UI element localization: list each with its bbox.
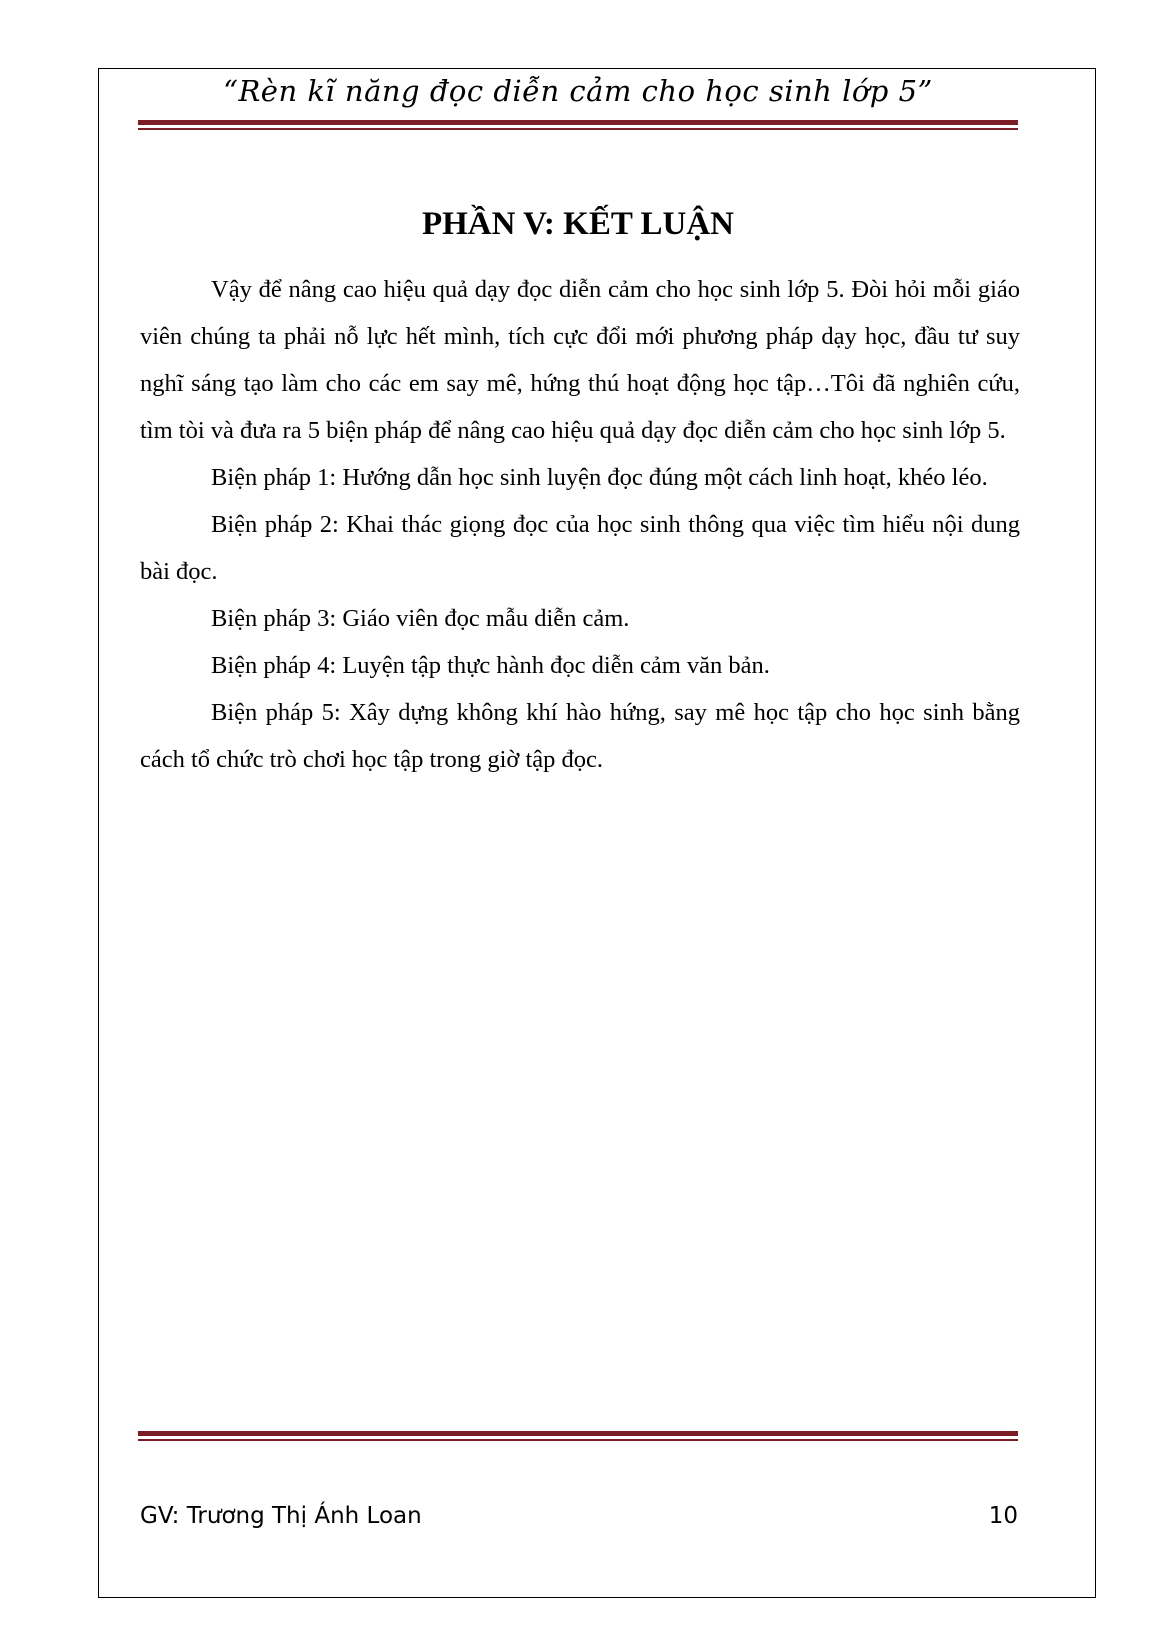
conclusion-body [140,266,1020,783]
footer-rule-thick [138,1431,1018,1436]
header-rule-thin [138,128,1018,130]
paragraph-measure-4: Biện pháp 4: Luyện tập thực hành đọc diễn cảm văn bản. [211,652,770,679]
paragraph-measure-1: Biện pháp 1: Hướng dẫn học sinh luyện đọc đúng một cách linh hoạt, khéo léo. [211,464,988,491]
header-title: “Rèn kĩ năng đọc diễn cảm cho học sinh lớp 5” [223,74,933,108]
paragraph-intro: Vậy để nâng cao hiệu quả dạy đọc diễn cảm cho học sinh lớp 5. Đòi hỏi mỗi giáo viên chúng ta phải nỗ lực hết mình, tích cực đổi mới phương pháp dạy học, đầu tư suy nghĩ sáng tạo làm cho các em say mê, hứng thú hoạt động học tập…Tôi đã nghiên cứu, tìm tòi và đưa ra 5 biện pháp để nâng cao hiệu quả dạy đọc diễn cảm cho học sinh lớp 5. [140,276,1020,444]
footer-author: GV: Trương Thị Ánh Loan [140,1503,422,1529]
paragraph-measure-2: Biện pháp 2: Khai thác giọng đọc của học sinh thông qua việc tìm hiểu nội dung bài đọc. [140,511,1020,585]
header-rule-thick [138,120,1018,125]
page-number: 10 [988,1503,1018,1529]
section-title: PHẦN V: KẾT LUẬN [421,206,735,242]
paragraph-measure-5: Biện pháp 5: Xây dựng không khí hào hứng, say mê học tập cho học sinh bằng cách tổ chức trò chơi học tập trong giờ tập đọc. [140,699,1020,773]
paragraph-measure-3: Biện pháp 3: Giáo viên đọc mẫu diễn cảm. [211,605,630,632]
footer-rule-thin [138,1439,1018,1441]
